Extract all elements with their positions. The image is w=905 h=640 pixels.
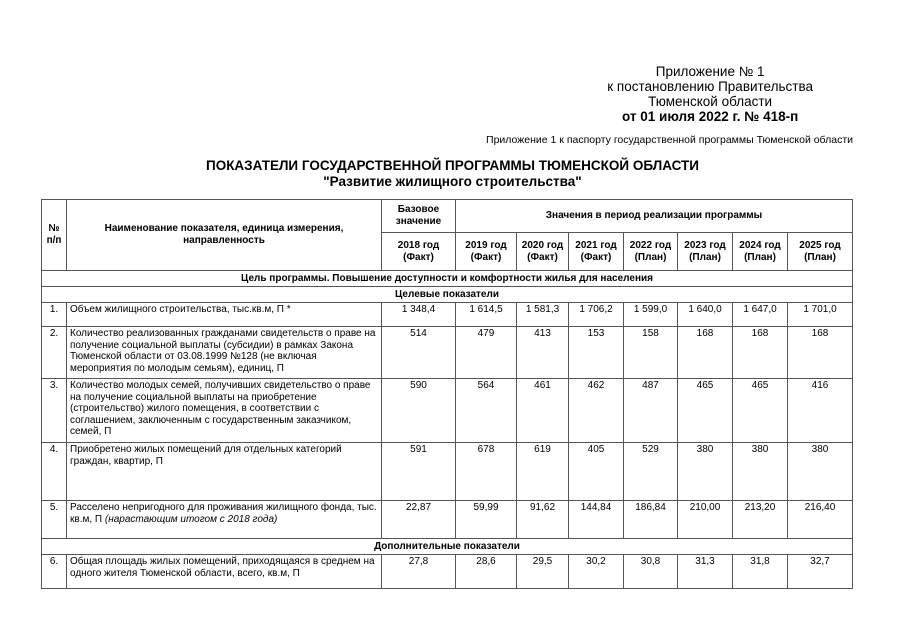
row-name-text: Расселено непригодного для проживания жилищного фонда, тыс. кв.м, П [70, 502, 377, 525]
target-section-row: Целевые показатели [42, 287, 853, 303]
header-year: 2025 год (План) [788, 233, 853, 271]
page-title [0, 158, 905, 190]
title-line1: ПОКАЗАТЕЛИ ГОСУДАРСТВЕННОЙ ПРОГРАММЫ ТЮМЕНСКОЙ ОБЛАСТИ [205, 158, 699, 173]
row-value: 1 348,4 [382, 303, 456, 327]
header-base: Базовое значение [382, 200, 456, 233]
header-name: Наименование показателя, единица измерения, направленность [67, 200, 382, 271]
row-value: 380 [788, 443, 853, 501]
row-value: 27,8 [382, 555, 456, 589]
row-value: 30,2 [569, 555, 624, 589]
appendix-block [607, 64, 813, 124]
header-year: 2019 год (Факт) [456, 233, 517, 271]
row-value: 168 [678, 327, 733, 379]
appendix-line2: к постановлению Правительства [607, 79, 813, 94]
row-num: 4. [42, 443, 67, 501]
header-num: № п/п [42, 200, 67, 271]
row-value: 380 [678, 443, 733, 501]
row-num: 6. [42, 555, 67, 589]
extra-section-row: Дополнительные показатели [42, 539, 853, 555]
title-line2: "Развитие жилищного строительства" [323, 174, 582, 189]
row-value: 564 [456, 379, 517, 443]
appendix-line4: от 01 июля 2022 г. № 418-п [621, 109, 799, 124]
row-value: 31,3 [678, 555, 733, 589]
row-value: 479 [456, 327, 517, 379]
row-value: 210,00 [678, 501, 733, 539]
header-year: 2020 год (Факт) [517, 233, 569, 271]
header-year: 2021 год (Факт) [569, 233, 624, 271]
row-value: 591 [382, 443, 456, 501]
row-value: 416 [788, 379, 853, 443]
sub-appendix: Приложение 1 к паспорту государственной программы Тюменской области [486, 134, 853, 146]
row-value: 144,84 [569, 501, 624, 539]
row-value: 213,20 [733, 501, 788, 539]
row-value: 1 701,0 [788, 303, 853, 327]
row-name: Объем жилищного строительства, тыс.кв.м, П * [67, 303, 382, 327]
row-value: 380 [733, 443, 788, 501]
row-value: 1 614,5 [456, 303, 517, 327]
row-value: 1 599,0 [624, 303, 678, 327]
row-num: 3. [42, 379, 67, 443]
header-period: Значения в период реализации программы [456, 200, 853, 233]
table-row [42, 501, 853, 539]
row-name: Количество реализованных гражданами свидетельств о праве на получение социальной выплаты (субсидии) в рамках Закона Тюменской области от 03.08.1999 №128 (не включая мероприятия по молодым семьям), единиц, П [67, 327, 382, 379]
row-num: 5. [42, 501, 67, 539]
row-value: 514 [382, 327, 456, 379]
table-row [42, 303, 853, 327]
row-value: 465 [733, 379, 788, 443]
row-value: 168 [733, 327, 788, 379]
header-year: 2018 год (Факт) [382, 233, 456, 271]
row-value: 1 706,2 [569, 303, 624, 327]
row-value: 216,40 [788, 501, 853, 539]
row-value: 22,87 [382, 501, 456, 539]
row-value: 678 [456, 443, 517, 501]
row-value: 461 [517, 379, 569, 443]
header-year: 2023 год (План) [678, 233, 733, 271]
appendix-line3: Тюменской области [648, 94, 773, 109]
row-value: 405 [569, 443, 624, 501]
row-value: 168 [788, 327, 853, 379]
table-row [42, 327, 853, 379]
row-name-note: (нарастающим итогом с 2018 года) [104, 513, 278, 525]
indicators-table [41, 199, 853, 589]
header-year: 2024 год (План) [733, 233, 788, 271]
row-value: 1 581,3 [517, 303, 569, 327]
row-value: 1 640,0 [678, 303, 733, 327]
row-value: 529 [624, 443, 678, 501]
row-value: 462 [569, 379, 624, 443]
row-value: 29,5 [517, 555, 569, 589]
row-value: 91,62 [517, 501, 569, 539]
row-value: 590 [382, 379, 456, 443]
goal-row: Цель программы. Повышение доступности и комфортности жилья для населения [42, 271, 853, 287]
row-name: Приобретено жилых помещений для отдельных категорий граждан, квартир, П [67, 443, 382, 501]
row-value: 59,99 [456, 501, 517, 539]
table-row [42, 555, 853, 589]
row-value: 1 647,0 [733, 303, 788, 327]
row-value: 32,7 [788, 555, 853, 589]
row-value: 30,8 [624, 555, 678, 589]
row-value: 186,84 [624, 501, 678, 539]
row-name [67, 501, 382, 539]
row-value: 465 [678, 379, 733, 443]
row-value: 28,6 [456, 555, 517, 589]
table-row [42, 443, 853, 501]
appendix-line1: Приложение № 1 [655, 64, 765, 79]
table-row [42, 379, 853, 443]
header-year: 2022 год (План) [624, 233, 678, 271]
row-value: 487 [624, 379, 678, 443]
row-name: Общая площадь жилых помещений, приходящаяся в среднем на одного жителя Тюменской области, всего, кв.м, П [67, 555, 382, 589]
row-value: 619 [517, 443, 569, 501]
row-value: 413 [517, 327, 569, 379]
row-value: 31,8 [733, 555, 788, 589]
row-num: 2. [42, 327, 67, 379]
row-value: 153 [569, 327, 624, 379]
row-num: 1. [42, 303, 67, 327]
row-name: Количество молодых семей, получивших свидетельство о праве на получение социальной выплаты на приобретение (строительство) жилого помещения, в соответствии с соглашением, заключенным с государственным заказчиком, семей, П [67, 379, 382, 443]
row-value: 158 [624, 327, 678, 379]
